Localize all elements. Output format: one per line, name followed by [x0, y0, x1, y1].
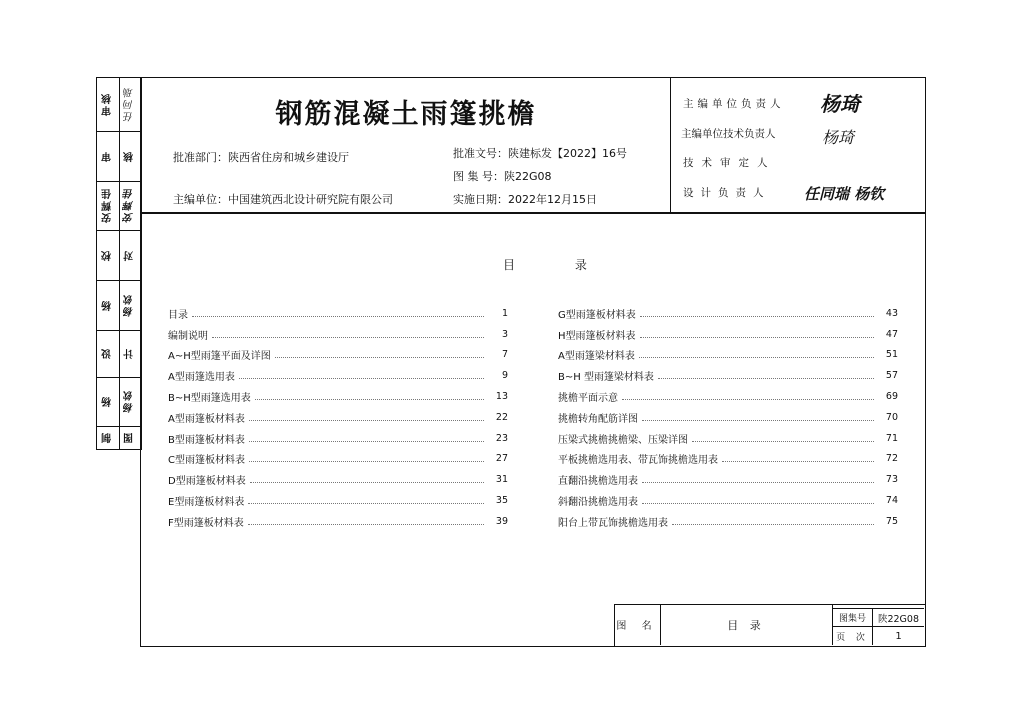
toc-item[interactable]	[168, 449, 508, 470]
toc-item-label: G型雨篷板材料表	[558, 306, 640, 321]
toc-item-page: 13	[495, 391, 508, 403]
toc-item[interactable]	[558, 490, 898, 511]
toc-left-column	[168, 303, 508, 532]
toc-item-label: 挑檐转角配筋详图	[558, 410, 642, 425]
strip-row-an	[97, 181, 141, 231]
page-value: 1	[895, 630, 902, 642]
toc-item-label: 平板挑檐选用表、带瓦饰挑檐选用表	[558, 451, 722, 466]
strip-role: 设	[102, 347, 114, 360]
strip-role-2: 计	[124, 347, 136, 360]
strip-role-2: 图	[124, 431, 136, 444]
toc-item-label: 直翻沿挑檐选用表	[558, 472, 642, 487]
toc-item[interactable]	[558, 428, 898, 449]
toc-item[interactable]	[558, 469, 898, 490]
toc-item[interactable]	[168, 428, 508, 449]
header-divider	[140, 212, 925, 214]
toc-item-page: 74	[885, 495, 898, 507]
drawing-name: 目 录	[727, 618, 765, 632]
toc-item-page: 39	[495, 515, 508, 527]
toc-item-label: B~H型雨篷选用表	[168, 389, 255, 404]
toc-item-page: 23	[495, 432, 508, 444]
toc-item-page: 3	[501, 328, 508, 340]
strip-signature: 安辉佳	[124, 187, 136, 224]
strip-role: 校	[102, 249, 114, 261]
strip-row-review	[97, 78, 141, 132]
toc-item-label: H型雨篷板材料表	[558, 327, 640, 342]
toc-item-label: 挑檐平面示意	[558, 389, 622, 404]
strip-row-yang-2	[97, 377, 141, 427]
toc-item-label: D型雨篷板材料表	[168, 472, 250, 487]
strip-row-audit	[97, 131, 141, 182]
strip-name: 杨	[102, 395, 114, 408]
toc-item-label: 编制说明	[168, 327, 212, 342]
toc-item-page: 31	[495, 474, 508, 486]
atlas-value: 陕22G08	[877, 613, 920, 625]
atlas-label: 图集号	[838, 614, 866, 624]
toc-item-page: 70	[885, 411, 898, 423]
document-title: 钢筋混凝土雨篷挑檐	[275, 99, 537, 130]
toc-item-page: 43	[885, 307, 898, 319]
toc-item[interactable]	[558, 407, 898, 428]
toc-right-column	[558, 303, 898, 532]
toc-item-label: A~H型雨篷平面及详图	[168, 347, 275, 362]
toc-item-page: 35	[495, 495, 508, 507]
toc-item-label: B~H 型雨篷梁材料表	[558, 368, 658, 383]
toc-item[interactable]	[168, 511, 508, 532]
strip-role: 制	[102, 431, 114, 444]
approval-dept: 批准部门：陕西省住房和城乡建设厅	[173, 151, 349, 164]
toc-item-page: 47	[885, 328, 898, 340]
strip-role-2: 对	[124, 249, 136, 261]
toc-item[interactable]	[168, 365, 508, 386]
toc-item-label: A型雨篷板材料表	[168, 410, 249, 425]
strip-row-yang-1	[97, 280, 141, 331]
toc-item[interactable]	[168, 324, 508, 345]
strip-signature: 任同瑞	[124, 86, 136, 123]
toc-item-page: 1	[501, 307, 508, 319]
toc-item-page: 51	[885, 349, 898, 361]
responsible-role: 主编单位负责人	[683, 98, 785, 110]
toc-item[interactable]	[168, 490, 508, 511]
strip-name: 杨	[102, 299, 114, 311]
strip-row-check	[97, 230, 141, 281]
toc-item[interactable]	[168, 407, 508, 428]
responsible-role: 设计负责人	[683, 187, 771, 199]
toc-item-page: 9	[501, 370, 508, 382]
effective-date: 实施日期：2022年12月15日	[453, 193, 597, 206]
toc-item-page: 22	[495, 411, 508, 423]
toc-item-page: 72	[885, 453, 898, 465]
signature-image: 任同瑞 杨钦	[804, 185, 885, 203]
toc-item-label: 阳台上带瓦饰挑檐选用表	[558, 514, 672, 529]
approval-no: 批准文号：陕建标发【2022】16号	[453, 147, 627, 160]
toc-item[interactable]	[558, 303, 898, 324]
toc-item-label: B型雨篷板材料表	[168, 431, 249, 446]
chief-unit: 主编单位：中国建筑西北设计研究院有限公司	[173, 193, 393, 206]
toc-item[interactable]	[558, 365, 898, 386]
toc-item-label: 目录	[168, 306, 192, 321]
toc-item[interactable]	[558, 345, 898, 366]
toc-item[interactable]	[168, 386, 508, 407]
toc-item-page: 57	[885, 370, 898, 382]
toc-item-page: 71	[885, 432, 898, 444]
atlas-no: 图 集 号：陕22G08	[453, 170, 552, 183]
toc-item[interactable]	[558, 386, 898, 407]
toc-item-page: 27	[495, 453, 508, 465]
toc-heading: 目 录	[503, 258, 615, 272]
toc-item-label: F型雨篷板材料表	[168, 514, 248, 529]
signature-image: 杨琦	[822, 128, 855, 147]
strip-role-2: 核	[124, 150, 136, 162]
toc-item[interactable]	[168, 345, 508, 366]
drawing-name-label: 图 名	[616, 621, 658, 632]
strip-signature: 杨钦	[124, 389, 136, 414]
toc-item[interactable]	[168, 303, 508, 324]
toc-item[interactable]	[558, 324, 898, 345]
toc-item[interactable]	[168, 469, 508, 490]
toc-item-page: 75	[885, 515, 898, 527]
strip-row-draw	[97, 426, 141, 449]
approval-strip	[96, 77, 142, 450]
strip-name: 安辉佳	[102, 187, 114, 224]
toc-item-page: 7	[501, 349, 508, 361]
toc-item-label: E型雨篷板材料表	[168, 493, 248, 508]
strip-row-design	[97, 330, 141, 378]
responsible-role: 技术审定人	[683, 157, 776, 169]
toc-item-page: 73	[885, 474, 898, 486]
toc-item-label: A型雨篷梁材料表	[558, 347, 639, 362]
toc-item[interactable]	[558, 511, 898, 532]
strip-role: 审核	[102, 92, 114, 117]
header-vertical-divider	[670, 77, 671, 213]
signature-image: 杨琦	[820, 92, 860, 116]
responsible-role: 主编单位技术负责人	[681, 128, 776, 140]
toc-item-page: 69	[885, 391, 898, 403]
toc-item-label: C型雨篷板材料表	[168, 451, 249, 466]
toc-item-label: A型雨篷选用表	[168, 368, 239, 383]
toc-item-label: 压梁式挑檐挑檐梁、压梁详图	[558, 431, 692, 446]
strip-role: 审	[102, 150, 114, 162]
toc-item-label: 斜翻沿挑檐选用表	[558, 493, 642, 508]
toc-item[interactable]	[558, 449, 898, 470]
strip-signature: 杨钦	[124, 293, 136, 317]
page-label: 页 次	[836, 632, 869, 643]
